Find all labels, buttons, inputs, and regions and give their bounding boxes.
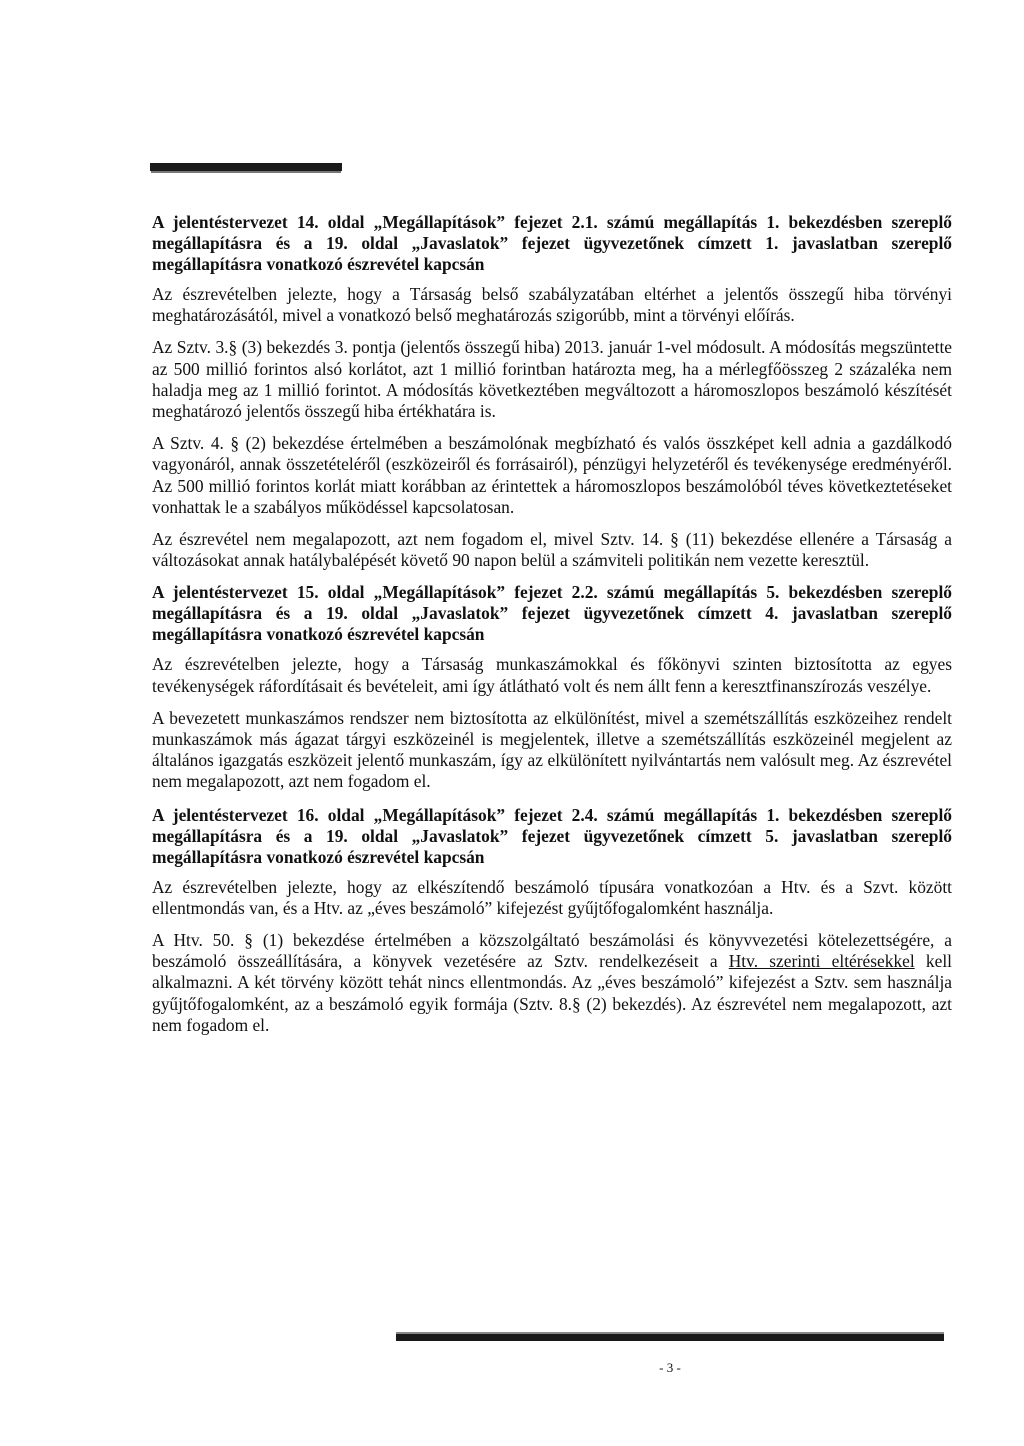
text-segment: A Htv. 50. § (1) bekezdése értelmében a közszolgáltató beszámolási és könyvvezetési kötelezettségére, a beszámoló összeállítására, a könyvek vezetésére az Sztv. rendelkezéseit a xyxy=(152,930,952,972)
redaction-bar xyxy=(150,163,342,171)
section-heading: A jelentéstervezet 14. oldal „Megállapítások” fejezet 2.1. számú megállapítás 1. bekezdésben szereplő megállapításra és a 19. oldal „Javaslatok” fejezet ügyvezetőnek címzett 1. javaslatban szereplő megállapításra vonatkozó észrevétel kapcsán xyxy=(152,212,952,274)
paragraph-with-underline xyxy=(152,930,952,1036)
paragraph: A bevezetett munkaszámos rendszer nem biztosította az elkülönítést, mivel a szemétszállítás eszközeihez rendelt munkaszámok más ágazat tárgyi eszközeinél is megjelentek, illetve a szemétszállítás eszközeinél megjelent az általános igazgatás eszközeit jelentő munkaszám, így az elkülönített nyilvántartás nem valósult meg. Az észrevétel nem megalapozott, azt nem fogadom el. xyxy=(152,707,952,792)
section-3 xyxy=(152,805,952,1036)
page-number: - 3 - xyxy=(659,1360,681,1375)
section-1 xyxy=(152,212,952,571)
section-heading: A jelentéstervezet 15. oldal „Megállapítások” fejezet 2.2. számú megállapítás 5. bekezdésben szereplő megállapításra és a 19. oldal „Javaslatok” fejezet ügyvezetőnek címzett 4. javaslatban szereplő megállapításra vonatkozó észrevétel kapcsán xyxy=(152,582,952,645)
paragraph: Az észrevétel nem megalapozott, azt nem fogadom el, mivel Sztv. 14. § (11) bekezdése ellenére a Társaság a változásokat annak hatálybalépését követő 90 napon belül a számviteli politikán nem vezette keresztül. xyxy=(152,529,952,571)
underlined-text: Htv. szerinti eltérésekkel xyxy=(728,951,915,972)
section-heading: A jelentéstervezet 16. oldal „Megállapítások” fejezet 2.4. számú megállapítás 1. bekezdésben szereplő megállapításra és a 19. oldal „Javaslatok” fejezet ügyvezetőnek címzett 5. javaslatban szereplő megállapításra vonatkozó észrevétel kapcsán xyxy=(152,804,952,867)
paragraph: A Sztv. 4. § (2) bekezdése értelmében a beszámolónak megbízható és valós összképet kell adnia a gazdálkodó vagyonáról, annak összetételéről (eszközeiről és forrásairól), pénzügyi helyzetéről és tevékenysége eredményéről. Az 500 millió forintos korlát miatt korábban az érintettek a háromoszlopos beszámolóból téves következtetéseket vonhattak le a szabályos működéssel kapcsolatosan. xyxy=(152,433,952,517)
paragraph: Az észrevételben jelezte, hogy a Társaság belső szabályzatában eltérhet a jelentős összegű hiba törvényi meghatározásától, mivel a vonatkozó belső meghatározás szigorúbb, mint a törvényi előírás. xyxy=(152,284,952,326)
paragraph: Az Sztv. 3.§ (3) bekezdés 3. pontja (jelentős összegű hiba) 2013. január 1-vel módosult. A módosítás megszüntette az 500 millió forintos alsó korlátot, azt 1 millió forintban határozta meg, ha a mérlegfőösszeg 2 százaléka nem haladja meg az 1 millió forintot. A módosítás következtében megváltozott a háromoszlopos beszámoló készítését meghatározó jelentős összegű hiba értékhatára is. xyxy=(152,337,952,422)
paragraph: Az észrevételben jelezte, hogy az elkészítendő beszámoló típusára vonatkozóan a Htv. és a Szvt. között ellentmondás van, és a Htv. az „éves beszámoló” kifejezést gyűjtőfogalomként használja. xyxy=(152,876,952,918)
text-segment: kell alkalmazni. A két törvény között tehát nincs ellentmondás. Az „éves beszámoló” kifejezést a Sztv. sem használja gyűjtőfogalomként, az a beszámoló egyik formája (Sztv. 8.§ (2) bekezdés). Az észrevétel nem megalapozott, azt nem fogadom el. xyxy=(152,951,952,1035)
paragraph: Az észrevételben jelezte, hogy a Társaság munkaszámokkal és főkönyvi szinten biztosította az egyes tevékenységek ráfordításait és bevételeit, ami így átlátható volt és nem állt fenn a keresztfinanszírozás veszélye. xyxy=(152,654,952,696)
section-2 xyxy=(152,582,952,792)
footer-rule xyxy=(396,1334,944,1341)
document-body xyxy=(152,212,952,1047)
